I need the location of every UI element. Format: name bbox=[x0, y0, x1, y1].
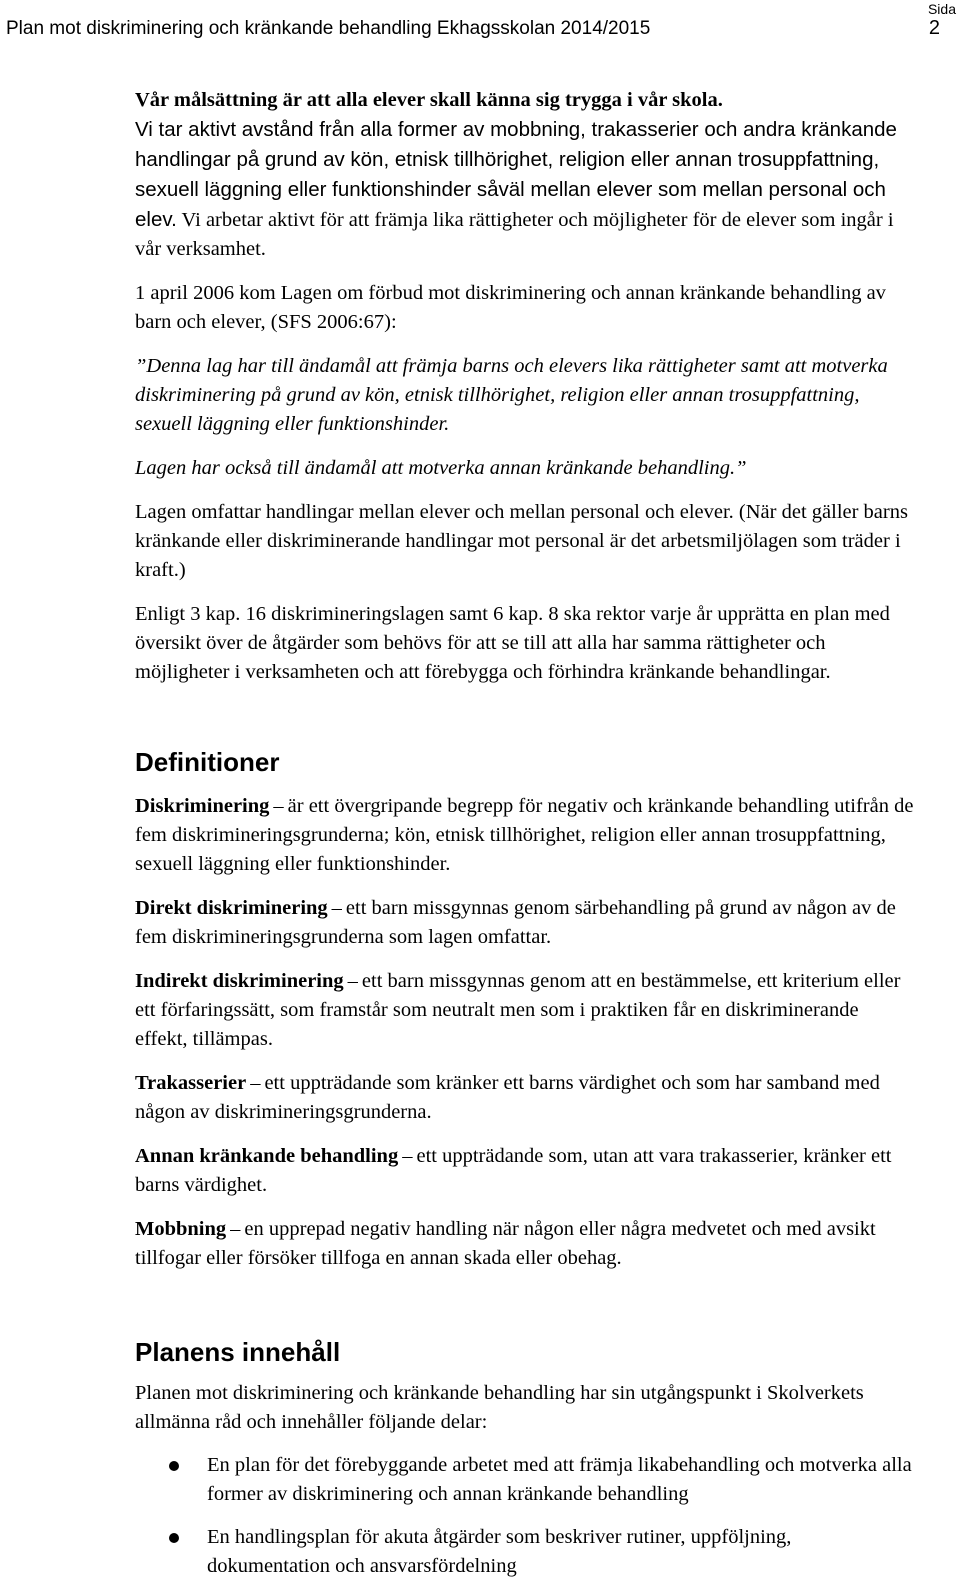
definition-item bbox=[135, 792, 915, 879]
law-quote-2: Lagen har också till ändamål att motverka annan kränkande behandling.” bbox=[135, 457, 747, 479]
list-item bbox=[135, 1523, 915, 1581]
goal-statement: Vår målsättning är att alla elever skall känna sig trygga i vår skola. bbox=[135, 89, 723, 111]
definition-term: Direkt diskriminering bbox=[135, 897, 328, 919]
intro-part-2: Vi arbetar aktivt för att främja lika rättigheter och möjligheter för de elever som ingår i vår verksamhet. bbox=[135, 209, 894, 260]
definition-item bbox=[135, 894, 915, 952]
definition-item bbox=[135, 967, 915, 1054]
definitions-heading: Definitioner bbox=[135, 747, 280, 777]
definition-term: Trakasserier bbox=[135, 1072, 247, 1094]
law-requirement: Enligt 3 kap. 16 diskrimineringslagen samt 6 kap. 8 ska rektor varje år upprätta en plan med översikt över de åtgärder som behövs för att se till att alla har samma rättigheter och möjligheter i verksamheten och att förebygga och förhindra kränkande behandlingar. bbox=[135, 603, 890, 683]
document-body bbox=[135, 86, 915, 1595]
page-number: 2 bbox=[928, 17, 940, 39]
law-scope: Lagen omfattar handlingar mellan elever och mellan personal och elever. (När det gäller barns kränkande eller diskriminerande handlingar mot personal är det arbetsmiljölagen som träder i kraft.) bbox=[135, 501, 908, 581]
definition-dash: – bbox=[402, 1145, 413, 1167]
bullet-icon bbox=[169, 1461, 179, 1471]
list-item bbox=[135, 1451, 915, 1509]
intro-part-1: Vi tar aktivt avstånd från alla former av mobbning, trakasserier och andra kränkande handlingar på grund av kön, etnisk tillhörighet, religion eller annan trosuppfattning, sexuell läggning eller funktionshinder såväl mellan elever som mellan personal och elev. bbox=[135, 118, 897, 231]
plan-intro: Planen mot diskriminering och kränkande behandling har sin utgångspunkt i Skolverkets allmänna råd och innehåller följande delar: bbox=[135, 1382, 864, 1433]
definition-text: ett barn missgynnas genom att en bestämmelse, ett kriterium eller ett förfaringssätt, som framstår som neutralt men som i praktiken får en diskriminerande effekt, tillämpas. bbox=[135, 970, 901, 1050]
definition-term: Indirekt diskriminering bbox=[135, 970, 344, 992]
definition-term: Diskriminering bbox=[135, 795, 270, 817]
intro-paragraph bbox=[135, 115, 915, 264]
plan-parts-list bbox=[135, 1451, 915, 1581]
definition-dash: – bbox=[347, 970, 358, 992]
definition-text: ett barn missgynnas genom särbehandling på grund av någon av de fem diskrimineringsgrunderna som lagen omfattar. bbox=[135, 897, 896, 948]
page-label: Sida bbox=[927, 1, 956, 17]
law-quote-1: ”Denna lag har till ändamål att främja barns och elevers lika rättigheter samt att motverka diskriminering på grund av kön, etnisk tillhörighet, religion eller annan trosuppfattning, sexuell läggning eller funktionshinder. bbox=[135, 355, 888, 435]
definition-text: en upprepad negativ handling när någon eller några medvetet och med avsikt tillfogar eller försöker tillfoga en annan skada eller obehag. bbox=[135, 1218, 876, 1269]
definition-item bbox=[135, 1142, 915, 1200]
definition-term: Annan kränkande behandling bbox=[135, 1145, 399, 1167]
definition-term: Mobbning bbox=[135, 1218, 227, 1240]
definition-text: är ett övergripande begrepp för negativ och kränkande behandling utifrån de fem diskrimineringsgrunderna; kön, etnisk tillhörighet, religion eller annan trosuppfattning, sexuell läggning eller funktionshinder. bbox=[135, 795, 914, 875]
list-item-text: En handlingsplan för akuta åtgärder som beskriver rutiner, uppföljning, dokumentation och ansvarsfördelning bbox=[207, 1526, 792, 1577]
definition-dash: – bbox=[331, 897, 342, 919]
law-intro: 1 april 2006 kom Lagen om förbud mot diskriminering och annan kränkande behandling av barn och elever, (SFS 2006:67): bbox=[135, 282, 886, 333]
document-title: Plan mot diskriminering och kränkande behandling Ekhagsskolan 2014/2015 bbox=[6, 18, 651, 39]
definition-dash: – bbox=[273, 795, 284, 817]
bullet-icon bbox=[169, 1533, 179, 1543]
list-item-text: En plan för det förebyggande arbetet med att främja likabehandling och motverka alla former av diskriminering och annan kränkande behandling bbox=[207, 1454, 912, 1505]
definition-item bbox=[135, 1069, 915, 1127]
plan-heading: Planens innehåll bbox=[135, 1337, 341, 1367]
definition-text: ett uppträdande som, utan att vara trakasserier, kränker ett barns värdighet. bbox=[135, 1145, 892, 1196]
definition-dash: – bbox=[230, 1218, 241, 1240]
definition-text: ett uppträdande som kränker ett barns värdighet och som har samband med någon av diskrimineringsgrunderna. bbox=[135, 1072, 880, 1123]
definition-item bbox=[135, 1215, 915, 1273]
definition-dash: – bbox=[250, 1072, 261, 1094]
